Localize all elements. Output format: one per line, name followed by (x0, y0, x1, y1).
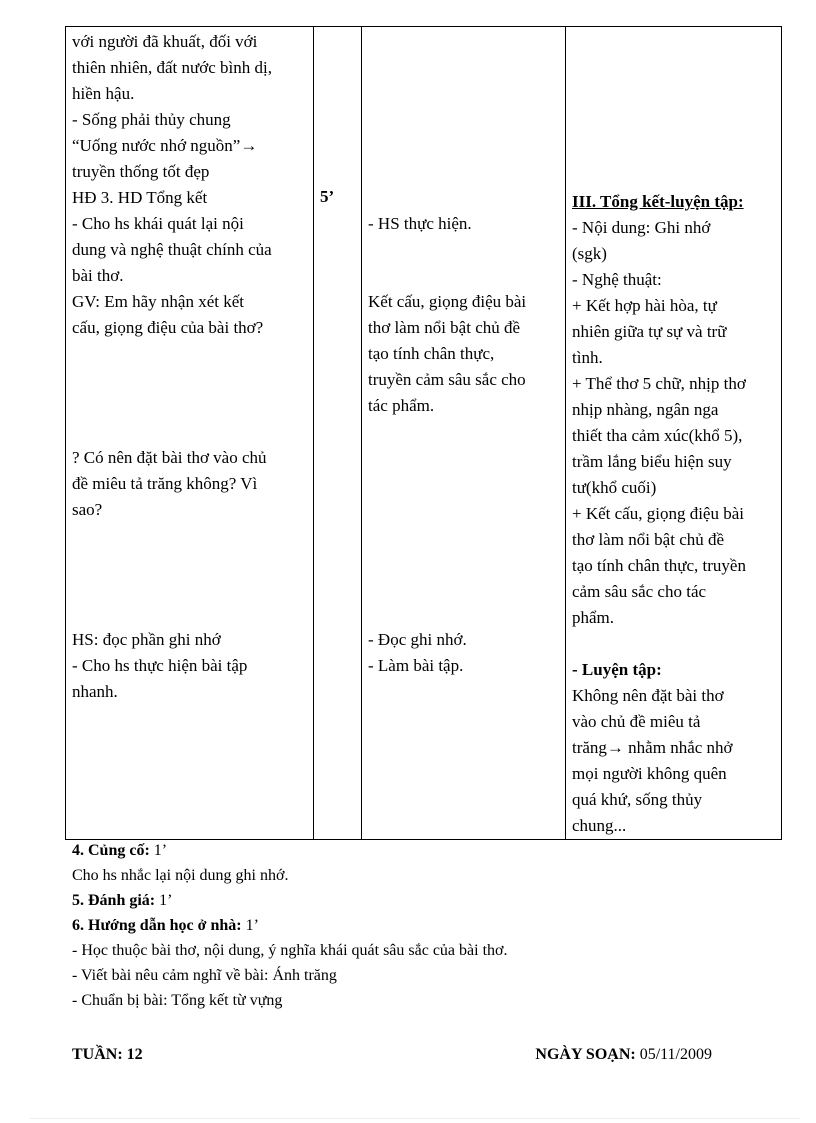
text-line: + Kết cấu, giọng điệu bài (572, 504, 744, 523)
text-line: (sgk) (572, 244, 607, 263)
text-line: “Uống nước nhớ nguồn”→ (72, 136, 258, 155)
text-line: cấu, giọng điệu của bài thơ? (72, 318, 264, 337)
text-line: + Kết hợp hài hòa, tự (572, 296, 717, 315)
consolidate-time: 1’ (149, 842, 168, 859)
text-line: thơ làm nổi bật chủ đề (368, 318, 521, 337)
list-item: - Học thuộc bài thơ, nội dung, ý nghĩa khái quát sâu sắc của bài thơ. (72, 942, 508, 959)
text-line: HS: đọc phần ghi nhớ (72, 630, 221, 649)
text-line: - Cho hs thực hiện bài tập (72, 656, 248, 675)
teacher-activity-cell (66, 27, 314, 840)
table-row (66, 27, 782, 840)
section-heading: III. Tổng kết-luyện tập: (572, 192, 744, 211)
text-line: truyền cảm sâu sắc cho (368, 370, 526, 389)
text-line: nhanh. (72, 682, 118, 701)
text-line: dung và nghệ thuật chính của (72, 240, 272, 259)
week-label: TUẦN: 12 (72, 1046, 143, 1063)
activity-heading: HĐ 3. HD Tổng kết (72, 188, 208, 207)
time-cell (314, 27, 362, 840)
text-line: thiên nhiên, đất nước bình dị, (72, 58, 272, 77)
lesson-followup (72, 838, 772, 1013)
text-line: phẩm. (572, 608, 615, 627)
text-line: với người đã khuất, đối với (72, 32, 258, 51)
text-line: tình. (572, 348, 603, 367)
text-line: tạo tính chân thực, (368, 344, 495, 363)
text-line: nhiên giữa tự sự và trữ (572, 322, 727, 341)
text-line: cảm sâu sắc cho tác (572, 582, 707, 601)
text-line: truyền thống tốt đẹp (72, 162, 210, 181)
date-label: NGÀY SOẠN: (535, 1046, 636, 1063)
page-footer (72, 1042, 712, 1068)
home-line (72, 913, 772, 938)
list-item: - Viết bài nêu cảm nghĩ về bài: Ánh trăng (72, 967, 337, 984)
text-line: tác phẩm. (368, 396, 435, 415)
home-time: 1’ (241, 917, 259, 934)
lesson-table (65, 26, 782, 840)
text-line: - Nội dung: Ghi nhớ (572, 218, 711, 237)
consolidate-line (72, 838, 772, 863)
text-line: Kết cấu, giọng điệu bài (368, 292, 527, 311)
text-line: - Sống phải thủy chung (72, 110, 231, 129)
text-line: - Đọc ghi nhớ. (368, 630, 467, 649)
practice-heading: - Luyện tập: (572, 660, 662, 679)
text-line: Không nên đặt bài thơ (572, 686, 724, 705)
text-line: quá khứ, sống thủy (572, 790, 703, 809)
text-line: bài thơ. (72, 266, 124, 285)
text-line: - Cho hs khái quát lại nội (72, 214, 244, 233)
text-line: nhịp nhàng, ngân nga (572, 400, 719, 419)
time-value: 5’ (320, 187, 335, 206)
home-label: 6. Hướng dẫn học ở nhà: (72, 917, 242, 934)
text-line: vào chủ đề miêu tả (572, 712, 701, 731)
text-line: thiết tha cảm xúc(khổ 5), (572, 426, 743, 445)
text-line: - Làm bài tập. (368, 656, 464, 675)
content-cell (566, 27, 782, 840)
text-line: + Thể thơ 5 chữ, nhịp thơ (572, 374, 746, 393)
list-item: - Chuẩn bị bài: Tổng kết từ vựng (72, 992, 283, 1009)
evaluate-label: 5. Đánh giá: (72, 892, 156, 909)
text-line: thơ làm nổi bật chủ đề (572, 530, 725, 549)
divider (30, 1118, 800, 1119)
text-line: trầm lắng biểu hiện suy (572, 452, 732, 471)
consolidate-label: 4. Củng cố: (72, 842, 150, 859)
text-line: mọi người không quên (572, 764, 727, 783)
text-line: tư(khổ cuối) (572, 478, 657, 497)
text-line: trăng→ nhằm nhắc nhở (572, 738, 733, 757)
date-value: 05/11/2009 (635, 1046, 712, 1063)
date-line (535, 1042, 712, 1068)
evaluate-line (72, 888, 772, 913)
text-line: chung... (572, 816, 627, 835)
text-line: GV: Em hãy nhận xét kết (72, 292, 245, 311)
text-line: ? Có nên đặt bài thơ vào chủ (72, 448, 267, 467)
text-line: sao? (72, 500, 103, 519)
consolidate-text: Cho hs nhắc lại nội dung ghi nhớ. (72, 867, 289, 884)
text-line: - HS thực hiện. (368, 214, 472, 233)
student-activity-cell (362, 27, 566, 840)
text-line: - Nghệ thuật: (572, 270, 662, 289)
text-line: hiền hậu. (72, 84, 135, 103)
evaluate-time: 1’ (155, 892, 173, 909)
text-line: đề miêu tả trăng không? Vì (72, 474, 258, 493)
text-line: tạo tính chân thực, truyền (572, 556, 746, 575)
